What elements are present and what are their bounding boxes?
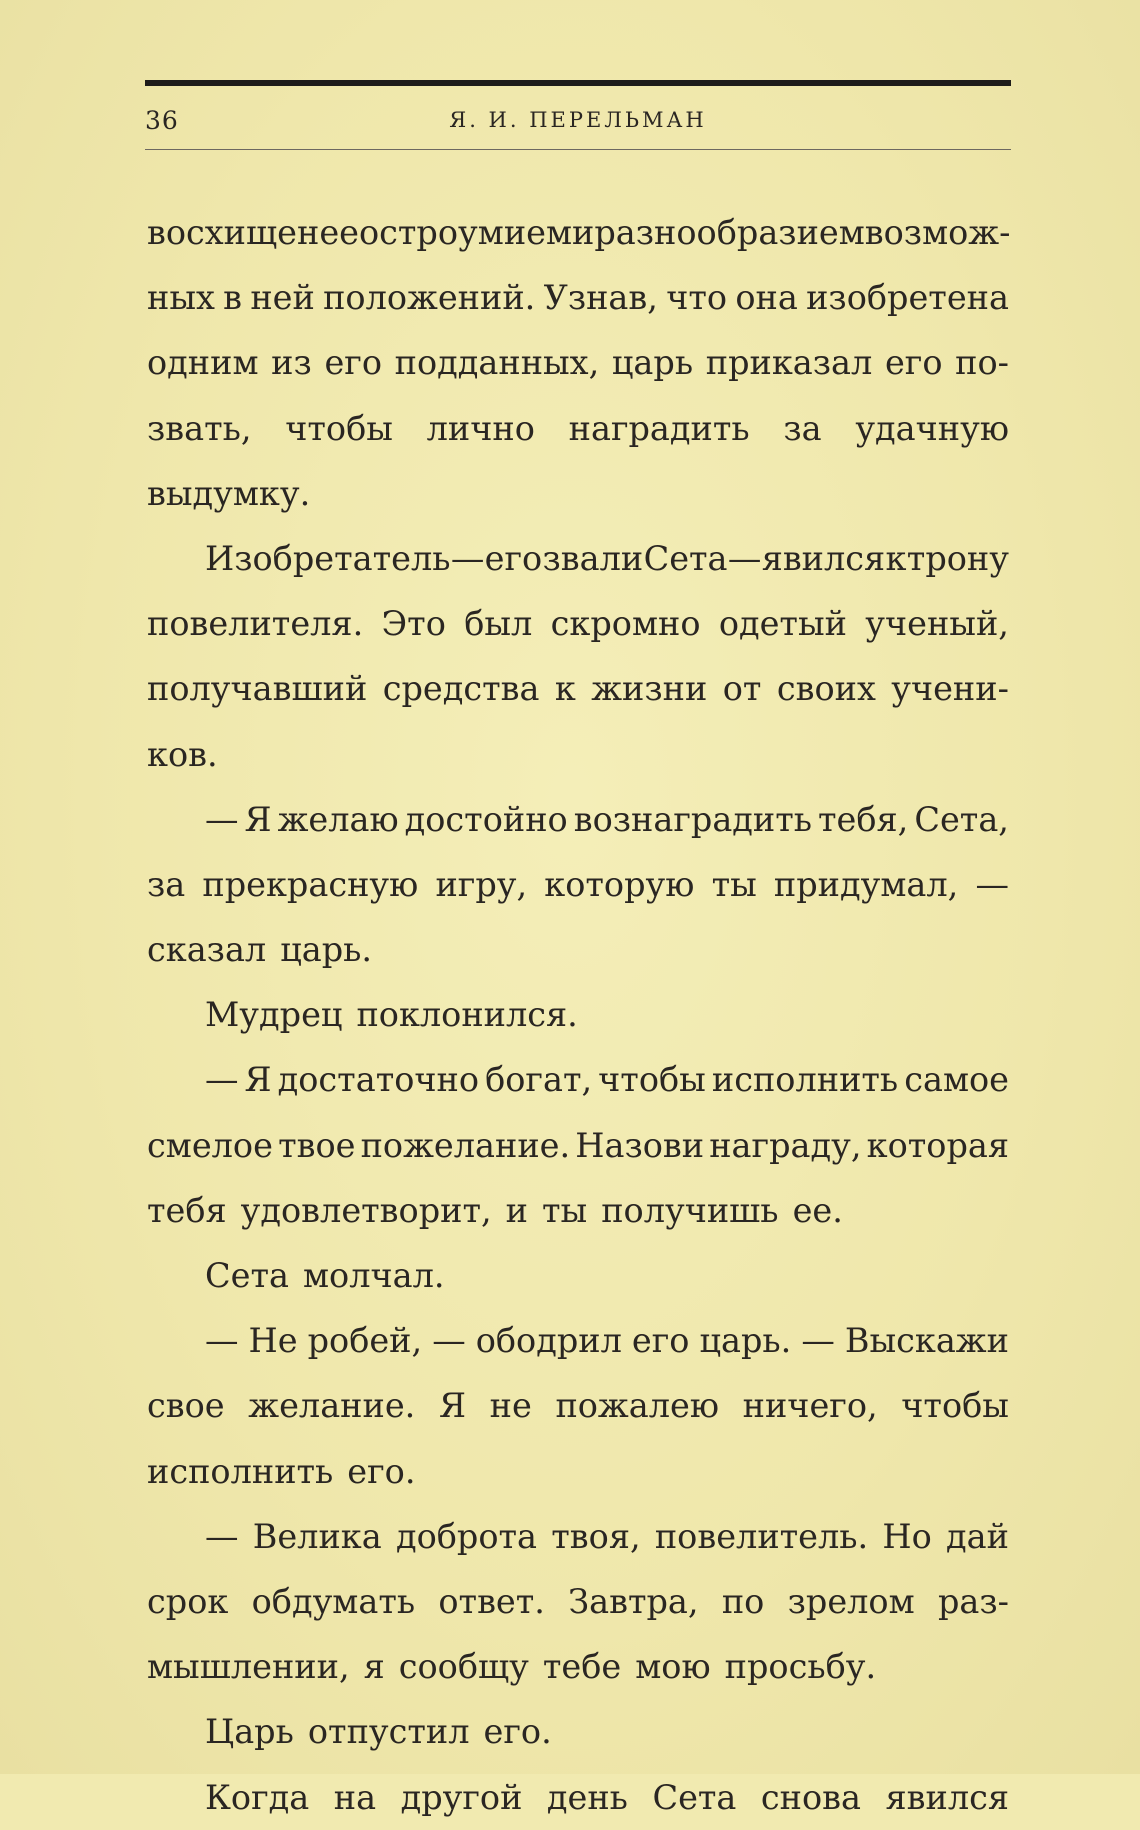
page-number: 36 [145, 106, 179, 135]
text-line: Царь отпустил его. [205, 1712, 552, 1752]
text-line: одним из его подданных, царь приказал его по- [147, 343, 1009, 383]
text-line: — Я желаю достойно вознаградить тебя, Сета, [205, 799, 1009, 839]
text-line: — Велика доброта твоя, повелитель. Но дай [205, 1516, 1009, 1556]
text-line: смелое твое пожелание. Назови награду, которая [147, 1125, 1009, 1165]
text-line: срок обдумать ответ. Завтра, по зрелом раз- [147, 1581, 1009, 1621]
text-line: Когда на другой день Сета снова явился [205, 1777, 1009, 1817]
text-line: ных в ней положений. Узнав, что она изобретена [147, 278, 1009, 318]
text-line: Сета молчал. [205, 1256, 445, 1295]
body-text [147, 200, 1009, 1830]
text-line: — Я достаточно богат, чтобы исполнить самое [205, 1060, 1009, 1100]
page-header [145, 100, 1011, 144]
text-line: сказал царь. [147, 930, 373, 970]
text-line: ков. [147, 734, 218, 774]
header-rule [145, 149, 1011, 150]
text-line: свое желание. Я не пожалею ничего, чтобы [147, 1386, 1009, 1426]
text-line: Мудрец поклонился. [205, 995, 578, 1035]
text-line: — Не робей, — ободрил его царь. — Выскажи [205, 1321, 1009, 1361]
text-line: исполнить его. [147, 1451, 416, 1491]
text-line: звать, чтобы лично наградить за удачную [147, 408, 1009, 448]
text-line: восхищен ее остроумием и разнообразием возмож- [147, 213, 1011, 252]
text-line: Изобретатель — его звали Сета — явился к трону [205, 538, 1009, 578]
text-line: мышлении, я сообщу тебе мою просьбу. [147, 1647, 877, 1687]
top-rule [145, 80, 1011, 86]
text-line: выдумку. [147, 473, 311, 513]
text-line: за прекрасную игру, которую ты придумал, — [147, 864, 1009, 904]
running-head: Я. И. ПЕРЕЛЬМАН [449, 108, 707, 132]
text-line: получавший средства к жизни от своих учени- [147, 669, 1009, 709]
text-line: повелителя. Это был скромно одетый ученый, [147, 604, 1009, 644]
text-line: тебя удовлетворит, и ты получишь ее. [147, 1190, 843, 1230]
